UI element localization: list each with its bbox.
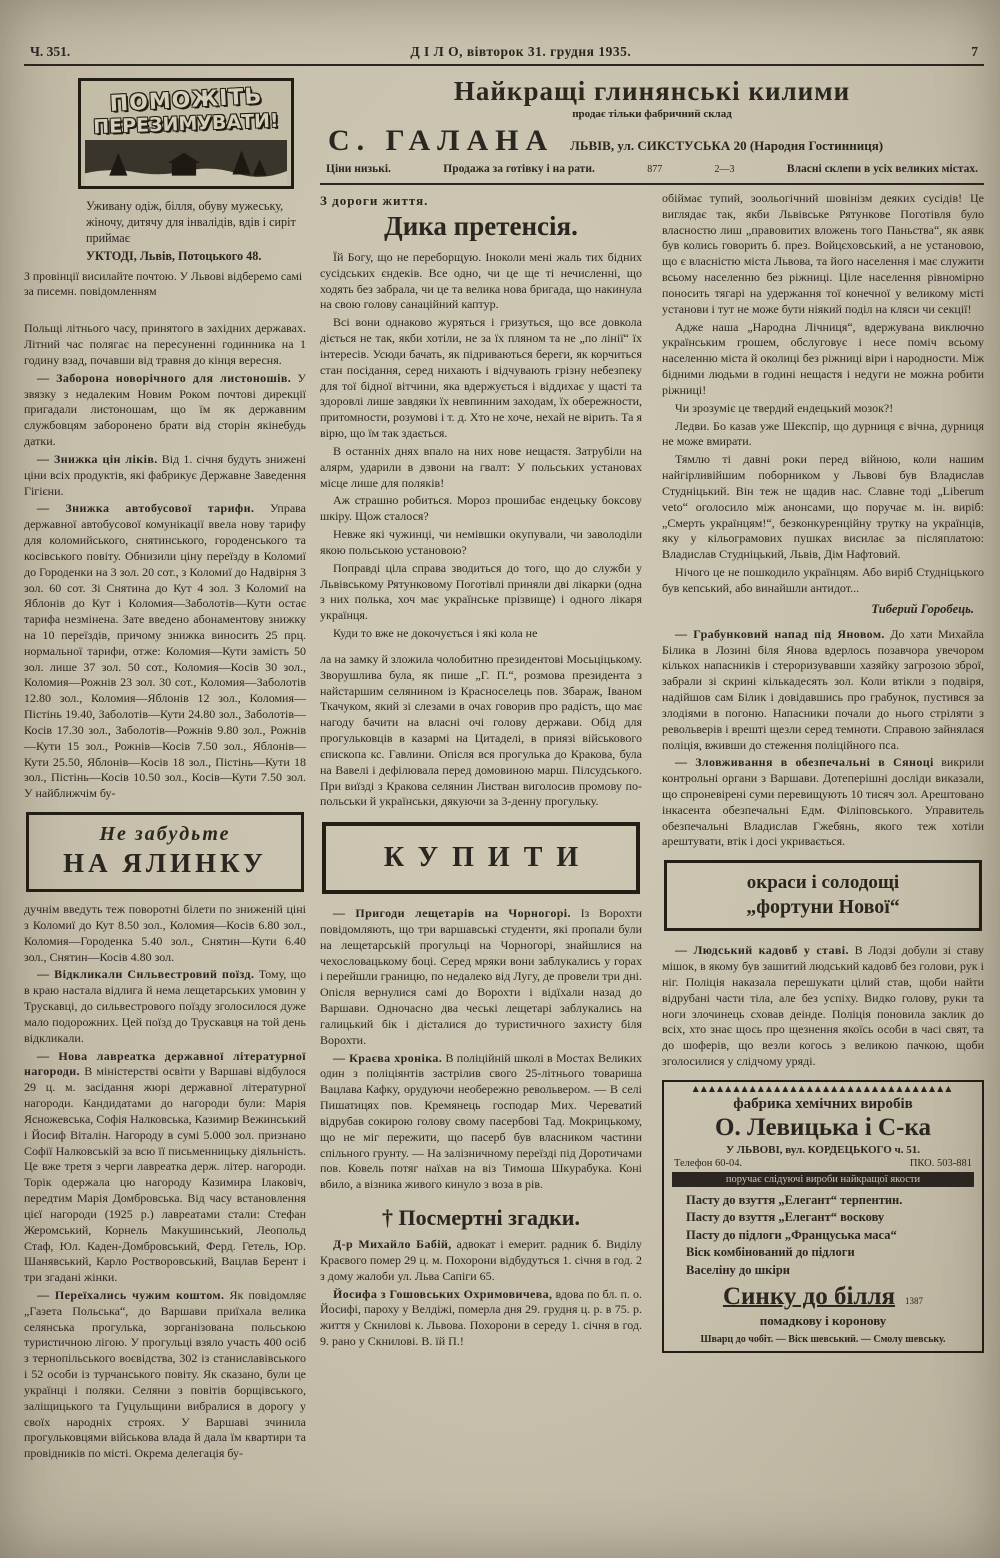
factory-ad-product: Пасту до взуття „Елегант“ терпентин. bbox=[686, 1192, 903, 1207]
news-item bbox=[662, 627, 984, 754]
news-item bbox=[24, 902, 306, 965]
factory-ad-line1: фабрика хемічних виробів bbox=[733, 1095, 913, 1112]
article-paragraph: Аж страшно робиться. Мороз прошибає ендецьку боксову шкіру. Щож сталося? bbox=[320, 493, 642, 524]
news-item bbox=[662, 943, 984, 1070]
news-item-text: В Лодзі добули зі ставу мішок, в якому був зашитий людський кадовб без голови, рук і ніг. Поліція наказала перешукати цілий став, щоби найти відрубані части тіла, але без успіху. Видко голову, руки та ноги злочинець сховав деінде. Поліція поновила заклик до всіх, хто знає щось про щезнення якоїсь особи в часі свят, та до шоферів, що везли когось з великою пачкою, щоби зголосилися у слідчому уряді. bbox=[662, 943, 985, 1069]
factory-ad-bottom-line: Шварц до чобіт. — Віск шевський. — Смолу шевську. bbox=[700, 1334, 946, 1346]
article-title: Дика претенсія. bbox=[384, 211, 578, 241]
obituary-name: Д-р Михайло Бабій, bbox=[333, 1237, 452, 1252]
continuation-paragraph: ла на замку й зложила чолобитню президентові Мосьціцькому. Зворушлива була, як пише „Г. П.“, розмова президента з найстаршим селянином із Красноселець пов. Збараж, Іваном Ткачуком, який зі слезами в очах говорив про радість, що має нагоду бачити на власні очі голову держави. Обід для прогульковців в казармі на Цитаделі, в приязі військового єпископа кс. Гавлини. Опісля вся прогулька до Кракова, була на Вавелі і дефілювала перед домовиною марш. Пілсудського. При виїзді з Кракова селянин Листван виголосив промову по-польськи й українськи, дякуючи за 3-денну прогульку. bbox=[320, 651, 642, 809]
factory-ad-highlight: Синку до білля bbox=[722, 1283, 896, 1311]
carpet-ad-branches: Власні склепи в усіх великих містах. bbox=[786, 163, 978, 175]
news-item-text: У звязку з недалеким Новим Роком почтові дирекції пригадали листоношам, що їм як державним службовцям заборонено брати від сторін якінебудь датки. bbox=[24, 370, 307, 449]
right-columns bbox=[320, 191, 984, 1353]
news-item bbox=[24, 967, 306, 1046]
factory-ad-product: Пасту до підлоги „Француська маса“ bbox=[686, 1227, 897, 1242]
news-item bbox=[24, 1288, 306, 1462]
news-item-text: Як повідомляє „Газета Польська“, до Варшави приїхала велика селянська прогулька, зорганізована польською туристичною лігою. У прогульці взяло участь 400 осіб з тернопільського воєвідства, 302 із станиславівського і 52 особи із турчанського повіту. Як сказано, були це українці і поляки. Селяни з повітів борщівського, заліщицького та Гуцульщини вибралися в дорогу у своїх народніх строях. У Варшаві зчинила прогульковцями військова влада й дала їм квартири та провідників по місті. Окрема делегація бу- bbox=[24, 1287, 307, 1461]
uktodi-ad-org: УКТОДІ, Львів, Потоцького 48. bbox=[86, 248, 262, 263]
news-item-lead: — Відкликали Сильвестровий поїзд. bbox=[37, 967, 255, 982]
obituary-entry bbox=[320, 1287, 642, 1350]
carpet-ad-address: ЛЬВІВ, ул. СИКСТУСЬКА 20 (Народня Гостинниця) bbox=[570, 138, 884, 153]
column-right bbox=[662, 191, 984, 1353]
tree-ad-line1: Не забудьте bbox=[99, 823, 231, 846]
article-paragraph: Їй Богу, що не переборщую. Іноколи мені жаль тих бідних сусідських єндеків. Все одно, чи це ще ті нечисленні, що ходять без забрала, чи це та велика нова бригада, що накинула на свою голову санаційний каптур. bbox=[320, 250, 642, 312]
carpet-ad-footer bbox=[324, 158, 980, 175]
tree-ad-line2: НА ЯЛИНКУ bbox=[63, 848, 267, 879]
article-paragraph: Тямлю ті давні роки перед війною, коли нашим найгірливійшим поборником у Львові був Владислав Студніцький. Він теж не щадив нас. Славне тоді „Liberum veto“ оголосило між анонсами, що поручає м. ін. виріб: „Смерть українцям!“, безконкуренційну трутку на українців, яку у кільограмових пушках висилає за післяплатою: Владислав Студніцький, Львів, Дім Нафтовий. bbox=[662, 452, 984, 562]
news-item-text: В міністерстві освіти у Варшаві відбулося 29 ц. м. засідання жюрі державної літературної нагороди. Кандидатами до нагороди були: Марія Ясножевська, Софія Налковська, Казимир Вежинський і Йосиф Віталін. Нагороду в сумі 5.000 зол. признано Софії Налковській за всю її письменницьку діяльність. Це вже третя з черги лавреатка держ. літер. нагороди. Торік одержала цю нагороду Казимира Ілаковіч, передтим Марія Домбровська. Від часу встановлення цієї нагороди (1925 р.) лавреатами стали: Стефан Жеромський, Корнель Макушинський, Леопольд Стаф, Юл. Каден-Домбровський, Ферд. Гетель, Юр. Шанявський, Карло Ростворовський, Вацлав Берент і три згадані жінки. bbox=[24, 1064, 306, 1285]
article-paragraph: Куди то вже не докочується і які кола не bbox=[333, 626, 538, 641]
news-item-text: Польщі літнього часу, принятого в західних державах. Літний час полягає на пересуненні годинника на 1 годину взад, почавши від травня до кінця вересня. bbox=[24, 321, 306, 367]
article-paragraph: обіймає тупий, зоольогічний шовінізм деяких сусідів! Це виглядає так, якби Львівське Рятункове Поготівля було власностю лиш „правовитих вложень того Паньства“, як аявк був колись говорить б. през. Войцєховський, а не установою, що є власністю міста Львова, та його населення і має служити всьому населенню без ріжниці. Ціле населення рівномірно поносить тягарі на удержання тої конечної у великому місті установи і тут не може бути ніякий поділ на кляси чи секції! bbox=[662, 191, 984, 316]
news-item-text: В поліційній школі в Мостах Великих один з поліціянтів застрілив свого 25-літнього товариша Вацлава Кафку, орудуючи необережно револьвером. — В селі Пишатицях пов. Кремянець господар Мих. Череватий відрубав сокирою голову свому пасербові Тад. Мокрицькому, що не міг пережити, що пасерб був власником частини спільного грунту. — На залізничному переїзді під Доротичами пов. Ковель потяг наїхав на віз Тимоша Шкурабука. Коні вбило, а візника живого кинуло з воза в рів. bbox=[320, 1050, 643, 1192]
page-number: 7 bbox=[971, 44, 978, 59]
article-paragraph: Ледви. Бо казав уже Шекспір, що дурниця є вічна, дурниця не може вмирати. bbox=[662, 418, 984, 449]
carpet-ad-merchant: С. ГАЛАНА bbox=[328, 124, 555, 157]
column-middle bbox=[320, 191, 642, 1353]
news-item bbox=[24, 501, 306, 802]
news-item-text: Управа державної автобусової комунікації ввела нову тарифу для коломийського, снятинського, городенського та косівського повіту. Обнизили ціну переїзду в Коломиї до Городенки на 3 зол. 20 сот., з Коломиї до Надвірня 3 зол. 60 сот. Зі Снятина до Кут 4 зол. З Коломиї на Яблонів до Кут і Коломия—Заболотів—Кути остає тарифа незмінена. Зате введено абонаментову знижку на 10 переїздів, причому знижка виносить 25 прц. нормальної тарифи, отже: Коломия—Кути замість 50 зол. лише 37 зол. 50 сот., Коломия—Косів 30 зол., Коломия—Рожнів 23 зол. 30 сот., Коломия—Заболотів 12.80 зол., Коломия—Яблонів 12 зол., Коломия—Пістінь 19.40, Заболотів—Кути 24.80 зол., Заболотів—Косів 17.30 зол., Заболотів—Рожнів 9.80 зол., Рожнів—Кути 15 зол., Рожнів—Косів 7.50 зол., Яблонів—Кути 25.50, Яблонів—Косів 18 зол., Пістінь—Кути 18 зол., Пістінь—Косів 10.50 зол., Косів—Кути 7.50 зол. У найближчім бу- bbox=[24, 501, 307, 801]
news-item-lead: — Переїхались чужим коштом. bbox=[37, 1287, 225, 1302]
carpet-ad-title: Найкращі глинянські килими bbox=[453, 76, 851, 106]
factory-ad-product: Пасту до взуття „Елегант“ воскову bbox=[686, 1210, 885, 1225]
uktodi-ad bbox=[24, 199, 306, 299]
obituary-text: вдова по бл. п. о. Йосифі, пароху у Велдіжі, померла дня 29. грудня ц. р. в 75. р. життя у Скнилові к. Львова. Похорони в середу 1. січня в год. 9. рано у Скнилові. В. їй П.! bbox=[320, 1286, 642, 1349]
news-item-text: До хати Михайла Білика в Лозині біля Янова вдерлось позавчора увечором кількох напасників і стероризувавши хазяйку загрозою зброї, забрали зі скрині кількадесять зол. Коли втікли з подвіря, надійшов сам Білик і довідавшись про грабунок, пустився за злодіями в погоню. Напасники почали до нього стріляти з револьверів і врешті щезли серед темноти. Справою зайнялася поліція, вживши до стеження поліційного пса. bbox=[662, 626, 985, 752]
news-item-text: Із Ворохти повідомляють, що три варшавські студенти, які пропали були на лещетарській прогульці на Чорногорі, знайшлися на чехословацькому боці. Серед мряки вони заблукались у горах і перейшли границю, по недалеко від Лугу, де провели три дні. Опісля вернулися самі до Ворохти і відїхали назад до Варшави. Одночасно два чеські лещетарі заблукались на галицький бік і дісталися до туристичного захисту біля Ворохти. bbox=[320, 906, 642, 1047]
article-paragraph: В останніх днях впало на них нове нещастя. Затрубіли на алярм, ударили в дзвони на гвалт: У польських установах місце лише для поляків! bbox=[320, 443, 642, 490]
carpet-ad-ref1: 877 bbox=[647, 164, 663, 175]
news-item bbox=[24, 371, 306, 450]
winter-aid-ad bbox=[78, 78, 294, 189]
news-item-text: дучнім введуть теж поворотні білети по зниженій ціні з Коломиї до Кут 8.50 зол., Коломия—Косів 6.80 зол., Коломия—Городенка 5.40 зол., Снятин—Кути 6.40 зол., Снятин—Косів 4.80 зол. bbox=[24, 902, 306, 964]
article-paragraph: Всі вони однаково журяться і гризуться, що все довкола діється не так, якби хотіли, не за їх пляном та не „по лінії“ їх інтересів. Усюди бачать, як підриваються береги, як корчиться стан посідання, серед нихають і відчувають грізну небезпеку для тої бідної вітчини, яка вдержується і віддихає у щасті та здоровлі лише завдяки їх невпинним заходам, їх обережности, притомности, розумові і т. д. Хто не хоче, нехай не вірить. Та я вірю, що їм так здається. bbox=[320, 315, 642, 441]
carpet-ad bbox=[320, 74, 984, 185]
page-body bbox=[24, 74, 984, 1464]
news-item-lead: — Знижка цін ліків. bbox=[37, 451, 158, 466]
fortuna-ad-line1: окраси і солодощі bbox=[746, 872, 900, 894]
factory-ad-phone: Телефон 60-04. bbox=[674, 1157, 743, 1169]
factory-ad-contact-row bbox=[674, 1158, 972, 1169]
right-zone bbox=[320, 74, 984, 1464]
obituary-name: Йосифа з Гошовських Охримовичева, bbox=[333, 1286, 553, 1301]
article-paragraph: Чи зрозуміє це твердий ендецький мозок?! bbox=[675, 400, 894, 415]
news-item-text: викрили контрольні органи з Варшави. Дотеперішні досліди виказали, що спроневірені суми перевищують 10 тисяч зол. Арештовано інкасента обезпечальні Едм. Філіповського. Управитель обезпечальні Владислав Гжебянь, якого теж хотіли арештувати, втік і досі укривається. bbox=[662, 755, 985, 849]
fortuna-ad bbox=[664, 860, 982, 931]
article-paragraph: Поправді ціла справа зводиться до того, що до служби у Львівському Рятунковому Поготівлі приняли дві лікарки (одна з них полька, хоч має українське прізвище) і одного лікаря українця. bbox=[320, 560, 642, 623]
factory-ad-product: Васеліну до шкіри bbox=[686, 1262, 790, 1277]
obituary-header: † Посмертні згадки. bbox=[382, 1205, 580, 1231]
news-item-lead: — Людський кадовб у ставі. bbox=[675, 943, 849, 958]
factory-ad-subline: помадкову і коронову bbox=[759, 1313, 887, 1329]
news-item bbox=[24, 321, 306, 368]
news-item bbox=[320, 906, 642, 1048]
winter-scene-illustration bbox=[85, 140, 287, 186]
news-item-lead: — Пригоди лещетарів на Чорногорі. bbox=[333, 906, 571, 921]
carpet-ad-prices: Ціни низькі. bbox=[326, 163, 391, 175]
news-item-lead: — Краєва хроніка. bbox=[333, 1050, 443, 1065]
news-item-lead: — Нова лавреатка державної літературної нагороди. bbox=[24, 1048, 306, 1079]
article-paragraph: Нічого це не пошкодило українцям. Або виріб Студніцького був кепський, або винайшли антидот... bbox=[662, 565, 984, 595]
article-paragraph: Адже наша „Народна Лічниця“, вдержувана виключно українським грошем, обслуговує і несе поміч всьому населенню міста й околиці без ріжниці віри і народности. Між бідними людьми в годині нещастя і недуги не можна робити ріжниці! bbox=[662, 319, 984, 397]
factory-ad-address: У ЛЬВОВІ, вул. КОРДЕЦЬКОГО ч. 51. bbox=[725, 1143, 921, 1156]
factory-ad-pko: ПКО. 503-881 bbox=[909, 1157, 972, 1169]
section-label: З дороги життя. bbox=[320, 193, 429, 208]
page-header bbox=[24, 44, 984, 66]
issue-number: Ч. 351. bbox=[30, 44, 71, 59]
fortuna-ad-line2: „фортуни Нової“ bbox=[746, 896, 900, 919]
news-item bbox=[320, 1051, 642, 1193]
article-signature: Тиберий Горобець. bbox=[871, 601, 974, 616]
christmas-tree-ad bbox=[26, 812, 304, 892]
news-item-lead: — Зловживання в обезпечальні в Сяноці bbox=[675, 755, 934, 770]
carpet-ad-subtitle: продає тільки фабричний склад bbox=[572, 108, 732, 120]
news-item-lead: — Знижка автобусової тарифи. bbox=[37, 501, 255, 516]
news-item-text: Тому, що в краю настала відлига й нема лещетарських умовин у Трускавці, до сильвестрового поїзду зголосилося дуже мало подорожних. Цей поїзд до Трускавця на той день відкликали. bbox=[24, 967, 306, 1045]
obituary-entry bbox=[320, 1237, 642, 1284]
factory-ad-ref: 1387 bbox=[905, 1296, 924, 1307]
winter-ad-line2: ПЕРЕЗИМУВАТИ! bbox=[92, 109, 280, 139]
kupyty-ad-label: КУПИТИ bbox=[383, 842, 593, 874]
carpet-ad-ref2: 2—3 bbox=[714, 164, 735, 175]
factory-ad-name: О. Левицька і С-ка bbox=[715, 1113, 931, 1141]
uktodi-ad-body: Уживану одіж, білля, обуву мужеську, жіночу, дитячу для інвалідів, вдів і сиріт приймає bbox=[86, 199, 296, 245]
winter-ad-line1: ПОМОЖІТЬ bbox=[109, 84, 263, 117]
uktodi-ad-note: З провінції висилайте почтою. У Львові відберемо самі за писемн. повідомленням bbox=[24, 268, 303, 298]
news-item bbox=[662, 755, 984, 850]
news-item bbox=[24, 1049, 306, 1286]
news-item-lead: — Грабунковий напад під Яновом. bbox=[675, 626, 885, 641]
masthead: Д І Л О, вівторок 31. грудня 1935. bbox=[410, 44, 632, 59]
news-item-lead: — Заборона новорічного для листоношів. bbox=[37, 370, 292, 385]
factory-ad bbox=[662, 1080, 984, 1353]
column-left bbox=[24, 74, 320, 1464]
factory-ad-product: Віск комбінований до підлоги bbox=[686, 1245, 855, 1260]
article-paragraph: Невже які чужинці, чи немівшки окупували, чи заволоділи якою польською установою? bbox=[320, 527, 642, 557]
obituary-text: адвокат і емерит. радник б. Виділу Краєвого помер 29 ц. м. Похорони відбудуться 1. січня в год. 2 з дому жалоби ул. Льва Сапіги 65. bbox=[320, 1237, 642, 1283]
carpet-ad-name-row bbox=[324, 124, 980, 158]
triangle-border-ornament: ▲▲▲▲▲▲▲▲▲▲▲▲▲▲▲▲▲▲▲▲▲▲▲▲▲▲▲▲▲▲▲▲ bbox=[692, 1084, 954, 1093]
factory-ad-highlight-row bbox=[672, 1283, 974, 1311]
carpet-ad-terms: Продажа за готівку і на рати. bbox=[443, 163, 595, 175]
news-item-text: Від 1. січня будуть знижені ціни всіх продуктів, які фабрикує Державне Заведення Гігієни. bbox=[24, 451, 306, 498]
kupyty-ad bbox=[322, 822, 640, 894]
factory-ad-slogan: поручає слідуючі вироби найкращої якости bbox=[672, 1172, 974, 1187]
news-item bbox=[24, 452, 306, 499]
